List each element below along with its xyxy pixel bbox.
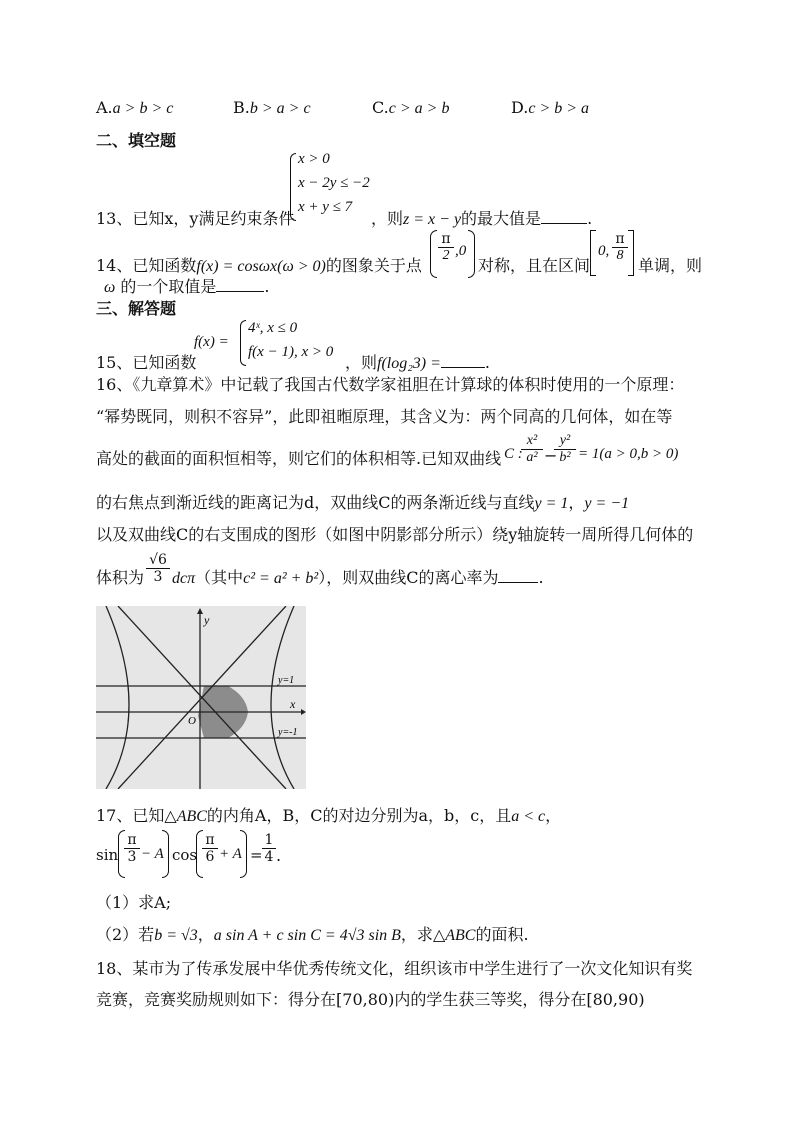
option-b: B.b > a > c bbox=[233, 98, 311, 117]
y-axis-label: y bbox=[204, 613, 210, 627]
piecewise-case-1: 4ˣ, x ≤ 0 bbox=[248, 320, 298, 336]
line-y-1-label: y=1 bbox=[278, 675, 295, 686]
question-16-line1: 16、《九章算术》中记载了我国古代数学家祖胆在计算球的体积时使用的一个原理： bbox=[96, 375, 685, 394]
option-c: C.c > a > b bbox=[372, 98, 450, 117]
question-17-line1: 17、已知△ABC的内角A，B，C的对边分别为a，b，c，且a < c， bbox=[96, 806, 562, 825]
question-18-line2: 竞赛，竞赛奖励规则如下：得分在[70,80)内的学生获三等奖，得分在[80,90) bbox=[96, 990, 645, 1009]
question-16-line3: 高处的截面的面积恒相等，则它们的体积相等.已知双曲线 bbox=[96, 449, 502, 468]
x-axis-label: x bbox=[290, 697, 296, 711]
interval-fraction: $\frac{\pi}{8}$ bbox=[612, 231, 628, 264]
eq-sin: sin bbox=[96, 846, 119, 864]
constraint-1: x > 0 bbox=[298, 151, 330, 167]
piecewise-brace bbox=[240, 320, 246, 366]
point-tail: ,0 bbox=[455, 243, 467, 259]
eq-paren-2-right bbox=[240, 830, 247, 878]
piecewise-case-2: f(x − 1), x > 0 bbox=[248, 344, 334, 360]
constraint-3: x + y ≤ 7 bbox=[298, 199, 353, 215]
question-16-line6: dcπ（其中c² = a² + b²），则双曲线C的离心率为 . bbox=[172, 568, 544, 587]
hyperbola-y-term: $\frac{\text{y²}}{\text{b²}}$ bbox=[554, 433, 576, 466]
interval-bracket-right bbox=[628, 230, 634, 276]
eq-paren-1-right bbox=[162, 830, 169, 878]
eq-frac-1: $\frac{\pi}{3}$ bbox=[124, 832, 140, 865]
question-13-tail: ，则z = x − y的最大值是 . bbox=[371, 209, 593, 228]
question-17-part1: （1）求A; bbox=[96, 893, 172, 912]
hyperbola-x-term: $\frac{\text{x²}}{\text{a²}}$ bbox=[521, 433, 543, 466]
point-paren-left bbox=[430, 230, 437, 278]
question-14-b: 对称，且在区间 bbox=[478, 256, 591, 275]
hyperbola-figure bbox=[96, 606, 306, 789]
hyperbola-minus: − bbox=[544, 446, 558, 465]
question-15: 15、已知函数 bbox=[96, 353, 197, 372]
constraint-2: x − 2y ≤ −2 bbox=[298, 175, 370, 191]
interval-head: 0, bbox=[598, 243, 610, 259]
question-13: 13、已知x，y满足约束条件 bbox=[96, 209, 295, 228]
piecewise-lhs: f(x) = bbox=[194, 334, 229, 350]
line-y-minus-1-label: y=-1 bbox=[278, 727, 298, 738]
point-paren-right bbox=[468, 230, 475, 278]
question-16-line2: “幂势既同，则积不容异”，此即祖暅原理，其含义为：两个同高的几何体，如在等 bbox=[96, 407, 673, 426]
origin-label: O bbox=[188, 715, 196, 727]
hyperbola-tail: = 1(a > 0,b > 0) bbox=[578, 446, 679, 462]
eq-frac-2: $\frac{\pi}{6}$ bbox=[202, 832, 218, 865]
option-d: D.c > b > a bbox=[511, 98, 590, 117]
point-fraction: $\frac{\pi}{2}$ bbox=[438, 231, 454, 264]
section-answer-heading: 三、解答题 bbox=[96, 299, 177, 318]
question-16-line5: 以及双曲线C的右支围成的图形（如图中阴影部分所示）绕y轴旋转一周所得几何体的 bbox=[96, 525, 694, 544]
figure-background bbox=[96, 606, 306, 789]
hyperbola-graph bbox=[96, 606, 306, 789]
eq-rhs: $\frac{1}{4}$ bbox=[262, 832, 276, 865]
question-15-tail: ，则f(log₂3) = . bbox=[345, 353, 491, 372]
question-16-line4: 的右焦点到渐近线的距离记为d，双曲线C的两条渐近线与直线y = 1，y = −1 bbox=[96, 493, 630, 512]
question-14-line2: ω 的一个取值是 . bbox=[104, 277, 270, 296]
hyperbola-name: C : bbox=[504, 446, 523, 462]
question-18-line1: 18、某市为了传承发展中华优秀传统文化，组织该市中学生进行了一次文化知识有奖 bbox=[96, 959, 693, 978]
volume-fraction: $\frac{√6}{3}$ bbox=[146, 552, 170, 585]
question-14-c: 单调，则 bbox=[638, 256, 703, 275]
eq-a-2: + A bbox=[219, 846, 242, 862]
question-14-a: 14、已知函数f(x) = cosωx(ω > 0)的图象关于点 bbox=[96, 256, 422, 275]
option-a: A.a > b > c bbox=[96, 98, 174, 117]
question-16-line6-pre: 体积为 bbox=[96, 568, 145, 587]
eq-equals: = bbox=[250, 846, 263, 864]
interval-bracket-left bbox=[590, 230, 596, 276]
eq-period: . bbox=[276, 846, 282, 865]
eq-cos: cos bbox=[172, 846, 198, 864]
section-fill-in-heading: 二、填空题 bbox=[96, 131, 177, 150]
eq-a-1: − A bbox=[141, 846, 164, 862]
question-17-part2: （2）若b = √3，a sin A + c sin C = 4√3 sin B，求△ABC的面积. bbox=[96, 925, 529, 944]
